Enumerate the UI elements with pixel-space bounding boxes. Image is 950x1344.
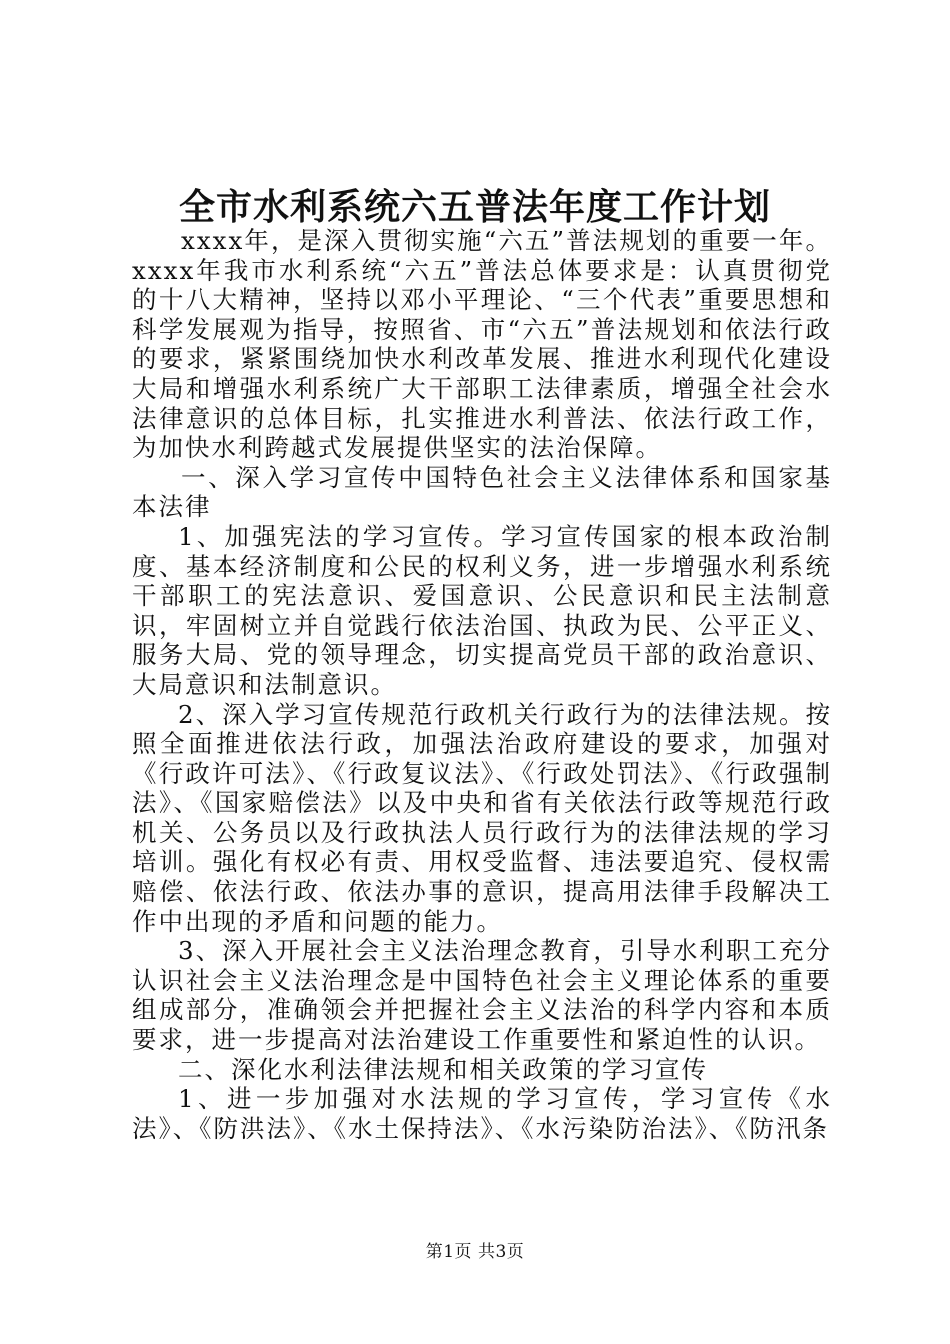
item-paragraph-1-2: 2、深入学习宣传规范行政机关行政行为的法律法规。按照全面推进依法行政，加强法治政府建设的要求，加强对《行政许可法》、《行政复议法》、《行政处罚法》、《行政强制法》、《国家赔偿法》以及中央和省有关依法行政等规范行政机关、公务员以及行政执法人员行政行为的法律法规的学习培训。强化有权必有责、用权受监督、违法要追究、侵权需赔偿、依法行政、依法办事的意识，提高用法律手段解决工作中出现的矛盾和问题的能力。 bbox=[132, 699, 832, 936]
item-paragraph-1-1: 1、加强宪法的学习宣传。学习宣传国家的根本政治制度、基本经济制度和公民的权利义务，进一步增强水利系统干部职工的宪法意识、爱国意识、公民意识和民主法制意识，牢固树立并自觉践行依法治国、执政为民、公平正义、服务大局、党的领导理念，切实提高党员干部的政治意识、大局意识和法制意识。 bbox=[132, 521, 832, 699]
page-number-footer: 第1页 共3页 bbox=[425, 1242, 525, 1262]
document-title: 全市水利系统六五普法年度工作计划 bbox=[178, 186, 771, 228]
document-body bbox=[132, 226, 832, 1143]
section-heading-2: 二、深化水利法律法规和相关政策的学习宣传 bbox=[178, 1054, 708, 1084]
item-paragraph-2-1: 1、进一步加强对水法规的学习宣传，学习宣传《水法》、《防洪法》、《水土保持法》、《水污染防治法》、《防汛条 bbox=[132, 1084, 832, 1143]
item-paragraph-1-3: 3、深入开展社会主义法治理念教育，引导水利职工充分认识社会主义法治理念是中国特色社会主义理论体系的重要组成部分，准确领会并把握社会主义法治的科学内容和本质要求，进一步提高对法治建设工作重要性和紧迫性的认识。 bbox=[132, 936, 832, 1055]
intro-paragraph: xxxx年，是深入贯彻实施“六五”普法规划的重要一年。xxxx年我市水利系统“六五”普法总体要求是：认真贯彻党的十八大精神，坚持以邓小平理论、“三个代表”重要思想和科学发展观为指导，按照省、市“六五”普法规划和依法行政的要求，紧紧围绕加快水利改革发展、推进水利现代化建设大局和增强水利系统广大干部职工法律素质，增强全社会水法律意识的总体目标，扎实推进水利普法、依法行政工作，为加快水利跨越式发展提供坚实的法治保障。 bbox=[132, 226, 832, 463]
section-heading-1: 一、深入学习宣传中国特色社会主义法律体系和国家基本法律 bbox=[132, 462, 832, 522]
